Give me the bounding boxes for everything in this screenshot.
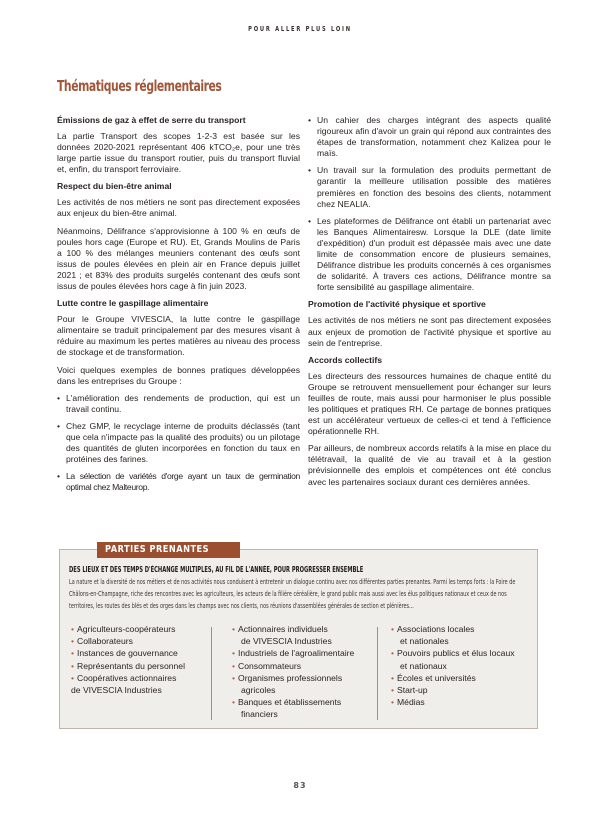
stakeholder-label: agricoles: [241, 685, 276, 696]
stakeholder-item: [232, 623, 354, 635]
stakeholder-label: de VIVESCIA Industries: [241, 636, 332, 647]
stakeholder-label: Associations locales: [397, 624, 475, 634]
stakeholder-item: [232, 708, 354, 720]
bullet-item: • L'amélioration des rendements de production, qui est un travail continu.: [57, 393, 300, 415]
bullet-icon: •: [232, 648, 236, 659]
stakeholder-item: [232, 684, 354, 696]
bullet-icon: •: [391, 685, 395, 696]
section-heading-collective-agreements: Accords collectifs: [308, 354, 383, 365]
bullet-icon: •: [71, 624, 75, 634]
bullet-icon: •: [391, 672, 395, 683]
left-column: [57, 115, 300, 499]
stakeholder-item: [71, 623, 185, 635]
stakeholder-item: [232, 696, 354, 708]
stakeholders-tab-label: PARTIES PRENANTES: [105, 544, 210, 555]
stakeholder-item: [71, 672, 185, 684]
stakeholder-label: Collaborateurs: [77, 636, 133, 647]
paragraph-food-waste-2: Voici quelques exemples de bonnes pratiques développées dans les entreprises du Groupe :: [57, 364, 300, 386]
bullet-icon: •: [71, 660, 75, 671]
stakeholder-item: [391, 660, 515, 672]
section-heading-animal-welfare: Respect du bien-être animal: [57, 181, 172, 192]
food-waste-bullets: [57, 393, 300, 494]
right-column: [308, 115, 551, 494]
page-number: 83: [293, 781, 307, 790]
stakeholder-label: Actionnaires individuels: [238, 624, 328, 634]
stakeholder-label: Start-up: [397, 685, 428, 696]
bullet-icon: •: [391, 624, 395, 634]
stakeholder-item: [232, 672, 354, 684]
stakeholder-label: et nationaux: [400, 660, 447, 671]
paragraph-animal-welfare-2: Néanmoins, Délifrance s'approvisionne à 100 % en œufs de poules hors cage (Europe et RU). Et, Grands Moulins de Paris a 100 % des mélanges meuniers contenant des œufs sont issus de poules élevées en plein air en France depuis juillet 2021 ; et 83% des produits surgelés contenant des œufs sont issus de poules élevées hors cage à fin juin 2023.: [57, 225, 300, 292]
stakeholders-intro: La nature et la diversité de nos métiers et de nos activités nous conduisent à entretenir un dialogue continu avec nos différentes parties prenantes. Parmi les temps forts : la Foire de Châlons-en-Champagne, riche des rencontres avec les agriculteurs, les acteurs de la filière céréalière, le grand public mais aussi avec les élus politiques nationaux et ceux de nos territoires, les routes des blés et des orges dans les champs avec nos clients, nos réunions d'assemblées générales de section et plénières...: [69, 577, 516, 611]
stakeholder-label: Écoles et universités: [397, 672, 476, 683]
section-heading-physical-activity: Promotion de l'activité physique et sportive: [308, 299, 486, 310]
paragraph-food-waste-1: Pour le Groupe VIVESCIA, la lutte contre le gaspillage alimentaire se traduit principalement par des mesures visant à réduire au maximum les pertes matières au niveau des process de stockage et de transformation.: [57, 314, 300, 358]
page-title: Thématiques réglementaires: [57, 77, 222, 95]
stakeholders-list-1: [71, 623, 185, 696]
stakeholder-item: [391, 672, 515, 684]
paragraph-collective-agreements-2: Par ailleurs, de nombreux accords relatifs à la mise en place du télétravail, la qualité de vie au travail et à la gestion prévisionnelle des emplois et compétences ont été conclus avec les partenaires sociaux durant ces dernières années.: [308, 443, 551, 487]
stakeholder-label: Pouvoirs publics et élus locaux: [397, 648, 515, 659]
stakeholder-label: Industriels de l'agroalimentaire: [238, 648, 355, 659]
bullet-icon: •: [71, 648, 75, 659]
bullet-icon: •: [232, 672, 236, 683]
section-heading-emissions: Émissions de gaz à effet de serre du transport: [57, 115, 246, 125]
paragraph-physical-activity: Les activités de nos métiers ne sont pas directement exposées aux enjeux de promotion de l'activité physique et sportive au sein de l'entreprise.: [308, 315, 551, 348]
stakeholder-item: [232, 647, 354, 659]
paragraph-emissions: La partie Transport des scopes 1-2-3 est basée sur les données 2020-2021 représentant 406 kTCO₂e, pour une très large partie issue du transport routier, puis du transport fluvial et, enfin, du transport ferroviaire.: [57, 131, 300, 175]
stakeholder-item: [71, 660, 185, 672]
bullet-icon: •: [391, 697, 395, 708]
stakeholder-item: [391, 635, 515, 647]
stakeholder-item: [391, 696, 515, 708]
bullet-item: • La sélection de variétés d'orge ayant un taux de germination optimal chez Malteurop.: [57, 471, 300, 493]
stakeholder-item: [71, 684, 185, 696]
running-head: POUR ALLER PLUS LOIN: [248, 24, 352, 33]
stakeholder-item: [391, 623, 515, 635]
stakeholder-label: Organismes professionnels: [238, 672, 343, 683]
column-divider: [211, 627, 212, 720]
bullet-icon: •: [71, 636, 75, 647]
stakeholder-label: Consommateurs: [238, 660, 302, 671]
stakeholder-item: [71, 635, 185, 647]
stakeholder-item: [232, 660, 354, 672]
stakeholder-label: financiers: [241, 709, 278, 720]
stakeholder-label: de VIVESCIA Industries: [71, 685, 162, 696]
section-heading-food-waste: Lutte contre le gaspillage alimentaire: [57, 298, 209, 309]
stakeholder-item: [391, 684, 515, 696]
stakeholder-label: Banques et établissements: [238, 697, 342, 708]
stakeholders-tab: [97, 542, 240, 558]
stakeholders-list-3: [391, 623, 515, 708]
stakeholder-item: [71, 647, 185, 659]
stakeholder-label: Médias: [397, 697, 425, 708]
stakeholder-label: Instances de gouvernance: [77, 648, 178, 659]
stakeholder-label: et nationales: [400, 636, 449, 647]
stakeholder-item: [232, 635, 354, 647]
column-divider: [377, 627, 378, 720]
stakeholders-list-2: [232, 623, 354, 721]
bullet-item: • Un cahier des charges intégrant des aspects qualité rigoureux afin d'avoir un grain qui répond aux contraintes des étapes de transformation, notamment chez Kalizea pour le maïs.: [308, 115, 551, 159]
stakeholder-label: Agriculteurs-coopérateurs: [77, 624, 176, 634]
stakeholders-heading: DES LIEUX ET DES TEMPS D'ÉCHANGE MULTIPLES, AU FIL DE L'ANNÉE, POUR PROGRESSER ENSEMBLE: [69, 565, 364, 574]
bullet-icon: •: [391, 648, 395, 659]
stakeholder-item: [391, 647, 515, 659]
paragraph-collective-agreements-1: Les directeurs des ressources humaines de chaque entité du Groupe se retrouvent mensuellement pour échanger sur leurs feuilles de route, mais aussi pour harmoniser le plus possible les politiques et pratiques RH. Ce partage de bonnes pratiques est un accélérateur vertueux de celles-ci et tend à l'efficience opérationnelle RH.: [308, 370, 551, 437]
stakeholder-label: Coopératives actionnaires: [77, 672, 177, 683]
bullet-icon: •: [232, 660, 236, 671]
bullet-icon: •: [232, 697, 236, 708]
bullet-item: • Les plateformes de Délifrance ont établi un partenariat avec les Banques Alimentairesw. Lorsque la DLE (date limite d'expédition) d'un produit est dépassée mais avec une date limite de consommation encore de plusieurs semaines, Délifrance distribue les produits concernés à ces organismes de solidarité. À travers ces actions, Délifrance montre sa forte sensibilité au gaspillage alimentaire.: [308, 216, 551, 294]
paragraph-animal-welfare-1: Les activités de nos métiers ne sont pas directement exposées aux enjeux du bien-être animal.: [57, 197, 300, 219]
bullet-icon: •: [232, 624, 236, 634]
bullet-item: • Un travail sur la formulation des produits permettant de garantir la meilleure utilisation possible des matières premières en fonction des besoins des clients, notamment chez NEALIA.: [308, 165, 551, 209]
bullet-icon: •: [71, 672, 75, 683]
food-waste-bullets-continued: [308, 115, 551, 293]
bullet-item: • Chez GMP, le recyclage interne de produits déclassés (tant que cela n'impacte pas la qualité des produits) ou un pilotage des quantités de gluten incorporées en fonction du taux en protéines des farines.: [57, 421, 300, 465]
stakeholder-label: Représentants du personnel: [77, 660, 185, 671]
